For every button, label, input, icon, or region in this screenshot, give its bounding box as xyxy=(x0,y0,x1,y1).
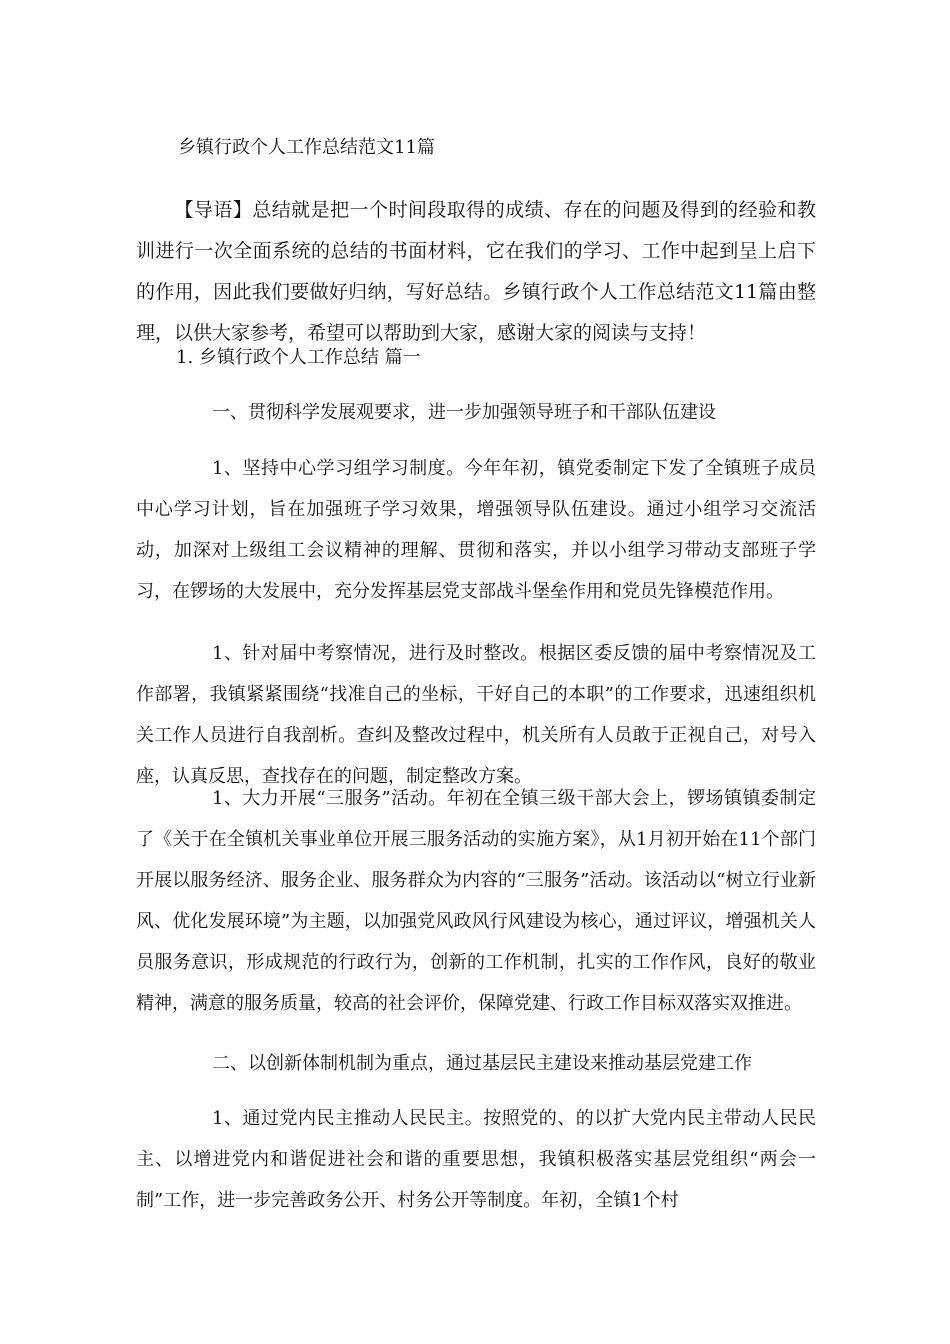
body-paragraph-4 xyxy=(136,1098,816,1221)
section-heading-2: 二、以创新体制机制为重点，通过基层民主建设来推动基层党建工作 xyxy=(212,1053,752,1074)
intro-paragraph xyxy=(136,190,816,354)
section-heading-1: 一、贯彻科学发展观要求，进一步加强领导班子和干部队伍建设 xyxy=(212,402,716,423)
intro-text: 【导语】总结就是把一个时间段取得的成绩、存在的问题及得到的经验和教训进行一次全面系统的总结的书面材料，它在我们的学习、工作中起到呈上启下的作用，因此我们要做好归纳，写好总结。乡镇行政个人工作总结范文11篇由整理，以供大家参考，希望可以帮助到大家，感谢大家的阅读与支持！ xyxy=(136,199,816,344)
body-paragraph-2 xyxy=(136,633,816,797)
document-title: 乡镇行政个人工作总结范文11篇 xyxy=(178,137,435,158)
body-paragraph-4-text: 1、通过党内民主推动人民民主。按照党的、的以扩大党内民主带动人民民主、以增进党内和谐促进社会和谐的重要思想，我镇积极落实基层党组织“两会一制”工作，进一步完善政务公开、村务公开等制度。年初，全镇1个村 xyxy=(136,1108,816,1211)
body-paragraph-3-text: 1、大力开展“三服务”活动。年初在全镇三级干部大会上，锣场镇镇委制定了《关于在全镇机关事业单位开展三服务活动的实施方案》，从1月初开始在11个部门开展以服务经济、服务企业、服务群众为内容的“三服务”活动。该活动以“树立行业新风、优化发展环境”为主题，以加强党风政风行风建设为核心，通过评议，增强机关人员服务意识，形成规范的行政行为，创新的工作机制，扎实的工作作风，良好的敬业精神，满意的服务质量，较高的社会评价，保障党建、行政工作目标双落实双推进。 xyxy=(136,788,816,1014)
article-heading: 1. 乡镇行政个人工作总结 篇一 xyxy=(176,347,421,368)
body-paragraph-1 xyxy=(136,448,816,612)
body-paragraph-1-text: 1、坚持中心学习组学习制度。今年年初，镇党委制定下发了全镇班子成员中心学习计划，旨在加强班子学习效果，增强领导队伍建设。通过小组学习交流活动，加深对上级组工会议精神的理解、贯彻和落实，并以小组学习带动支部班子学习，在锣场的大发展中，充分发挥基层党支部战斗堡垒作用和党员先锋模范作用。 xyxy=(136,458,816,602)
body-paragraph-2-text: 1、针对届中考察情况，进行及时整改。根据区委反馈的届中考察情况及工作部署，我镇紧紧围绕“找准自己的坐标，干好自己的本职”的工作要求，迅速组织机关工作人员进行自我剖析。查纠及整改过程中，机关所有人员敢于正视自己，对号入座，认真反思，查找存在的问题，制定整改方案。 xyxy=(136,643,816,787)
body-paragraph-3 xyxy=(136,778,816,1024)
